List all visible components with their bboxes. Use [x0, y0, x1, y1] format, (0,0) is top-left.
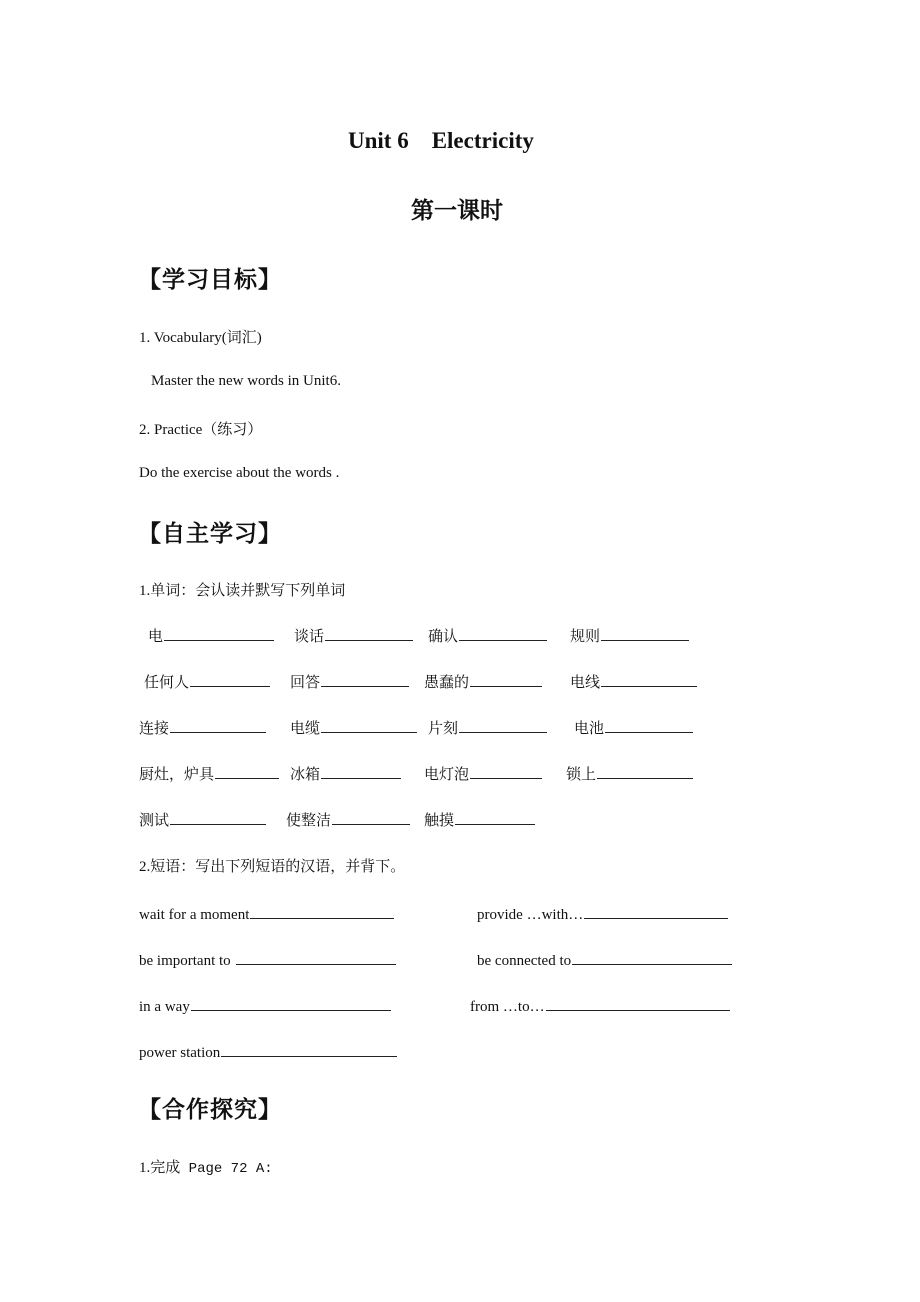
phrase-item: wait for a moment — [139, 903, 394, 924]
section-self-study: 【自主学习】 — [138, 521, 282, 546]
word-item: 谈话 — [294, 625, 413, 646]
objective-2-heading: 2. Practice（练习） — [139, 422, 263, 438]
word-item: 厨灶，炉具 — [139, 763, 279, 784]
word-item: 回答 — [290, 671, 409, 692]
lesson-subtitle: 第一课时 — [411, 198, 503, 223]
objective-1-heading: 1. Vocabulary(词汇) — [139, 330, 262, 346]
word-item: 使整洁 — [286, 809, 410, 830]
word-item: 任何人 — [144, 671, 270, 692]
word-item: 锁上 — [566, 763, 693, 784]
word-item: 规则 — [570, 625, 689, 646]
word-item: 确认 — [428, 625, 547, 646]
word-item: 电 — [148, 625, 274, 646]
phrases-heading: 2.短语：写出下列短语的汉语，并背下。 — [139, 859, 406, 875]
word-item: 连接 — [139, 717, 266, 738]
phrase-item: from …to… — [470, 995, 730, 1016]
word-item: 电线 — [570, 671, 697, 692]
word-item: 愚蠢的 — [424, 671, 542, 692]
section-objectives: 【学习目标】 — [138, 267, 282, 292]
word-item: 电池 — [574, 717, 693, 738]
phrase-item: provide …with… — [477, 903, 728, 924]
objective-1-text: Master the new words in Unit6. — [151, 373, 341, 389]
phrase-item: be connected to — [477, 949, 732, 970]
section-cooperation: 【合作探究】 — [138, 1097, 282, 1122]
phrase-item: power station — [139, 1041, 397, 1062]
phrase-item: in a way — [139, 995, 391, 1016]
cooperation-item-1: 1.完成 Page 72 A: — [139, 1160, 273, 1177]
word-item: 电灯泡 — [424, 763, 542, 784]
word-item: 冰箱 — [290, 763, 401, 784]
objective-2-text: Do the exercise about the words . — [139, 465, 340, 481]
word-item: 片刻 — [428, 717, 547, 738]
page-title: Unit 6 Electricity — [348, 128, 534, 153]
word-item: 测试 — [139, 809, 266, 830]
words-heading: 1.单词：会认读并默写下列单词 — [139, 583, 346, 599]
word-item: 触摸 — [424, 809, 535, 830]
word-item: 电缆 — [290, 717, 417, 738]
phrase-item: be important to — [139, 949, 396, 970]
